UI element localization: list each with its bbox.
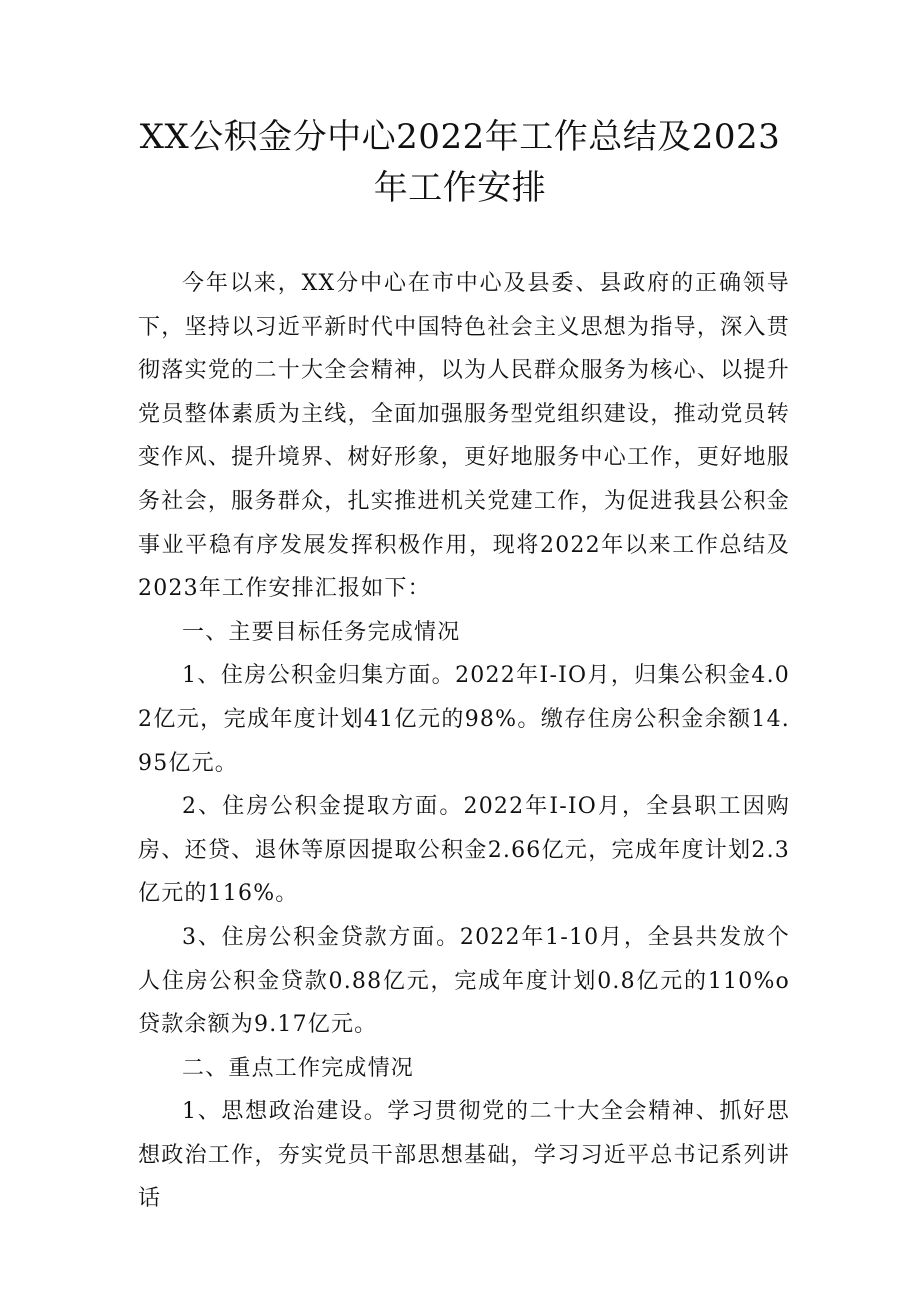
section-heading-key-work: 二、重点工作完成情况 [182, 1055, 415, 1081]
title-line-2: 年工作安排 [373, 168, 547, 208]
paragraph-withdrawal: 2、住房公积金提取方面。2022年I-IO月，全县职工因购房、还贷、退休等原因提取公积金2.66亿元，完成年度计划2.3亿元的116%。 [138, 794, 790, 907]
paragraph-loans: 3、住房公积金贷款方面。2022年1-10月，全县共发放个人住房公积金贷款0.88亿元，完成年度计划0.8亿元的110%o贷款余额为9.17亿元。 [138, 924, 790, 1038]
paragraph-collection: 1、住房公积金归集方面。2022年I-IO月，归集公积金4.02亿元，完成年度计划41亿元的98%。缴存住房公积金余额14.95亿元。 [138, 663, 790, 776]
paragraph-political-building: 1、思想政治建设。学习贯彻党的二十大全会精神、抓好思想政治工作，夯实党员干部思想基础，学习习近平总书记系列讲话 [138, 1099, 790, 1212]
intro-paragraph: 今年以来，XX分中心在市中心及县委、县政府的正确领导下，坚持以习近平新时代中国特色社会主义思想为指导，深入贯彻落实党的二十大全会精神，以为人民群众服务为核心、以提升党员整体素质为主线，全面加强服务型党组织建设，推动党员转变作风、提升境界、树好形象，更好地服务中心工作，更好地服务社会，服务群众，扎实推进机关党建工作，为促进我县公积金事业平稳有序发展发挥积极作用，现将2022年以来工作总结及2023年工作安排汇报如下： [138, 271, 790, 602]
document-body [138, 262, 790, 1221]
section-heading-main-targets: 一、主要目标任务完成情况 [182, 619, 461, 645]
document-title [130, 112, 790, 214]
title-line-1: XX公积金分中心2022年工作总结及2023 [139, 117, 781, 157]
